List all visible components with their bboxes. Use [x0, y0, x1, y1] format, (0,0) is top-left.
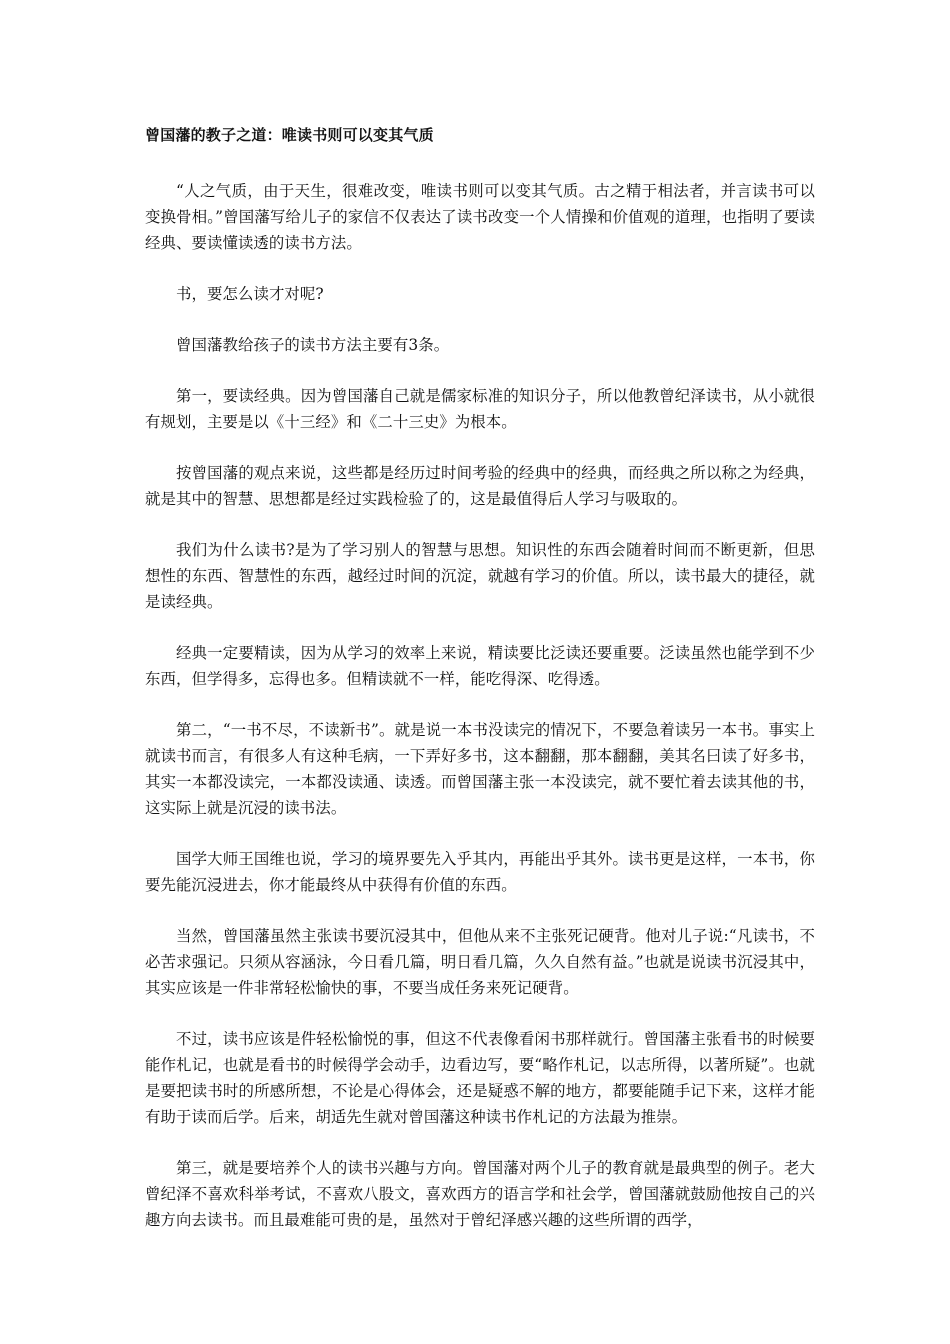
paragraph: 国学大师王国维也说，学习的境界要先入乎其内，再能出乎其外。读书更是这样，一本书，你要先能沉浸进去，你才能最终从中获得有价值的东西。 — [145, 850, 815, 894]
document-title: 曾国藩的教子之道：唯读书则可以变其气质 — [145, 126, 434, 144]
paragraph: 第三，就是要培养个人的读书兴趣与方向。曾国藩对两个儿子的教育就是最典型的例子。老大曾纪泽不喜欢科举考试，不喜欢八股文，喜欢西方的语言学和社会学，曾国藩就鼓励他按自己的兴趣方向去读书。而且最难能可贵的是，虽然对于曾纪泽感兴趣的这些所谓的西学， — [145, 1159, 815, 1229]
paragraph: 当然，曾国藩虽然主张读书要沉浸其中，但他从来不主张死记硬背。他对儿子说:“凡读书，不必苦求强记。只须从容涵泳，今日看几篇，明日看几篇，久久自然有益。”也就是说读书沉浸其中，其实应该是一件非常轻松愉快的事，不要当成任务来死记硬背。 — [145, 927, 815, 997]
paragraph: 不过，读书应该是件轻松愉悦的事，但这不代表像看闲书那样就行。曾国藩主张看书的时候要能作札记，也就是看书的时候得学会动手，边看边写，要“略作札记，以志所得，以著所疑”。也就是要把读书时的所感所想，不论是心得体会，还是疑惑不解的地方，都要能随手记下来，这样才能有助于读而后学。后来，胡适先生就对曾国藩这种读书作札记的方法最为推崇。 — [145, 1030, 815, 1126]
document-page — [145, 122, 815, 1258]
paragraph: 曾国藩教给孩子的读书方法主要有3条。 — [176, 336, 450, 354]
paragraph: 按曾国藩的观点来说，这些都是经历过时间考验的经典中的经典，而经典之所以称之为经典，就是其中的智慧、思想都是经过实践检验了的，这是最值得后人学习与吸取的。 — [145, 464, 815, 508]
paragraph: 经典一定要精读，因为从学习的效率上来说，精读要比泛读还要重要。泛读虽然也能学到不少东西，但学得多，忘得也多。但精读就不一样，能吃得深、吃得透。 — [145, 644, 815, 688]
paragraph: 第二，“一书不尽，不读新书”。就是说一本书没读完的情况下，不要急着读另一本书。事实上就读书而言，有很多人有这种毛病，一下弄好多书，这本翻翻，那本翻翻，美其名曰读了好多书，其实一本都没读完，一本都没读通、读透。而曾国藩主张一本没读完，就不要忙着去读其他的书，这实际上就是沉浸的读书法。 — [145, 721, 815, 817]
paragraph: 书，要怎么读才对呢? — [176, 285, 324, 303]
paragraph: 第一，要读经典。因为曾国藩自己就是儒家标准的知识分子，所以他教曾纪泽读书，从小就很有规划，主要是以《十三经》和《二十三史》为根本。 — [145, 387, 815, 431]
paragraph: 我们为什么读书?是为了学习别人的智慧与思想。知识性的东西会随着时间而不断更新，但思想性的东西、智慧性的东西，越经过时间的沉淀，就越有学习的价值。所以，读书最大的捷径，就是读经典。 — [145, 541, 815, 611]
paragraph: “人之气质，由于天生，很难改变，唯读书则可以变其气质。古之精于相法者，并言读书可以变换骨相。”曾国藩写给儿子的家信不仅表达了读书改变一个人情操和价值观的道理，也指明了要读经典、要读懂读透的读书方法。 — [145, 182, 815, 252]
